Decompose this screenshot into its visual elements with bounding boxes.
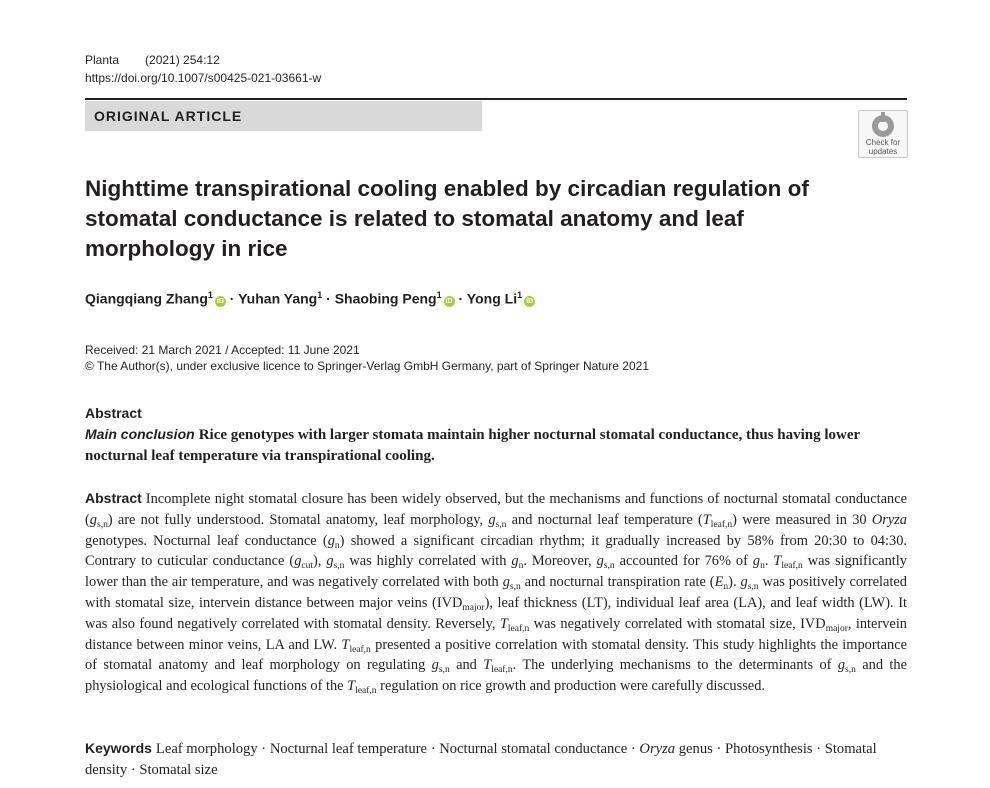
abstract-text-segment: accounted for 76% of [614,553,753,570]
header-rule [85,98,907,100]
abstract-text-segment: ) were measured in 30 [732,511,872,528]
abstract-text [85,491,908,697]
subscript: s,n [495,519,507,530]
author-affiliation: 1 [436,290,442,300]
subscript: s,n [603,561,615,572]
article-type-label: ORIGINAL ARTICLE [94,108,243,124]
abstract-text-segment: presented a positive correlation with stomatal density. This study highlights the importance of stomatal anatomy and leaf morphology on regulating [85,636,908,674]
doi-link[interactable]: https://doi.org/10.1007/s00425-021-03661-w [85,71,322,85]
keyword-separator: · [427,741,440,757]
keywords-list [85,741,877,778]
subscript: major [462,602,485,613]
subscript: leaf,n [710,519,733,530]
author-separator: · [225,290,239,307]
italic-symbol: T [702,511,711,528]
abstract-text-segment: . The underlying mechanisms to the determinants of [512,657,838,674]
author-name[interactable]: Qiangqiang Zhang [85,290,208,307]
italic-symbol: T [483,657,492,674]
abstract-text-segment: and nocturnal leaf temperature ( [506,511,703,528]
subscript: n [760,561,765,572]
subscript: s,n [333,561,345,572]
italic-symbol: g [89,511,97,528]
abstract-text-segment: ). [728,574,741,591]
italic-symbol: g [596,553,604,570]
orcid-icon[interactable]: iD [526,297,534,305]
abstract-text-segment: was highly correlated with [344,553,512,570]
abstract-text-segment: ), leaf thickness (LT), individual leaf area (LA), and leaf width (LW). It was also found negatively correlated with stomatal density. Reversely, [85,594,908,632]
received-accepted-dates: Received: 21 March 2021 / Accepted: 11 June 2021 [85,343,360,357]
check-for-updates-label [859,138,907,156]
italic-symbol: T [773,553,782,570]
author-name[interactable]: Shaobing Peng [334,290,437,307]
keyword-item: Oryza genus [639,741,713,757]
abstract-text-segment: and [449,657,484,674]
keyword-separator: · [812,741,825,757]
abstract-text-segment: and the physiological and ecological functions of the [85,657,907,695]
main-conclusion-text: Rice genotypes with larger stomata maintain higher nocturnal stomatal conductance, thus having lower nocturnal leaf temperature via transpirational cooling. [85,427,860,464]
journal-citation [85,53,220,67]
subscript: n [334,540,340,551]
keyword-item: Stomatal density [85,741,877,778]
main-conclusion-label: Main conclusion [85,426,195,442]
abstract-text-segment: was positively correlated with stomatal size, intervein distance between major veins (IVD [85,574,907,611]
author-affiliation: 1 [207,290,213,300]
keyword-separator: · [627,741,640,757]
subscript: leaf,n [781,561,803,572]
article-title: Nighttime transpirational cooling enabled by circadian regulation of stomatal conductance is related to stomatal anatomy and leaf morphology in rice [85,176,809,261]
author-affiliation: 1 [317,290,323,300]
italic-symbol: g [511,553,519,570]
abstract-heading: Abstract [85,405,142,421]
keyword-item: Leaf morphology [155,741,258,757]
journal-volume: (2021) 254:12 [145,53,220,67]
keyword-item: Photosynthesis [724,741,813,757]
abstract-text-segment: and nocturnal transpiration rate ( [520,574,715,591]
keyword-item: Nocturnal leaf temperature [269,741,428,757]
article-type-banner [85,101,482,131]
subscript: leaf,n [349,644,371,655]
abstract-text-segment: genotypes. Nocturnal leaf conductance ( [85,532,328,549]
italic-symbol: g [431,657,439,674]
orcid-icon[interactable]: iD [216,297,224,305]
keyword-separator: · [257,741,270,757]
italic-symbol: T [499,615,508,632]
keywords [85,738,907,781]
abstract-body-label: Abstract [85,490,142,506]
italic-symbol: g [294,553,302,570]
abstract-text-segment: ), [313,553,327,570]
check-for-updates-icon [872,115,894,137]
orcid-icon[interactable]: iD [445,297,453,305]
subscript: s,n [747,582,759,593]
italic-symbol: g [327,532,335,549]
journal-name: Planta [85,53,120,67]
italic-symbol: Oryza [871,511,908,528]
author-name[interactable]: Yong Li [466,290,518,307]
check-updates-line1: Check for [865,138,901,147]
subscript: s,n [438,665,450,676]
keyword-separator: · [712,741,725,757]
italic-symbol: g [326,553,334,570]
copyright-notice: © The Author(s), under exclusive licence to Springer-Verlag GmbH Germany, part of Springer Nature 2021 [85,359,649,373]
subscript: s,n [845,665,856,676]
italic-symbol: g [752,553,761,570]
italic-symbol: g [740,574,748,591]
author-affiliation: 1 [517,290,523,300]
italic-symbol: g [837,657,846,674]
italic-symbol: g [502,574,510,591]
author-separator: · [454,290,467,307]
subscript: major [825,623,848,634]
subscript: leaf,n [507,623,530,634]
subscript: s,n [509,582,521,593]
keyword-item: Stomatal size [139,762,218,778]
author-list [85,290,535,307]
keyword-item: Nocturnal stomatal conductance [439,741,628,757]
abstract-text-segment: . Moreover, [523,553,597,570]
subscript: leaf,n [355,686,377,697]
italic-symbol: g [488,511,496,528]
main-conclusion [85,424,907,467]
subscript: cut [301,561,313,572]
abstract-text-segment: was significantly lower than the air temperature, and was negatively correlated with both [85,553,907,591]
italic-symbol: T [341,636,350,653]
subscript: leaf,n [491,665,513,676]
keyword-italic: Oryza [639,741,676,757]
author-name[interactable]: Yuhan Yang [238,290,318,307]
author-separator: · [322,290,335,307]
abstract-text-segment: was negatively correlated with stomatal size, IVD [529,615,826,632]
keywords-label: Keywords [85,740,152,756]
keyword-separator: · [127,762,140,778]
abstract-text-segment: ) showed a significant circadian rhythm; it gradually increased by 58% from 20:30 to 04:30. Contrary to cuticular conductance ( [85,532,907,570]
abstract-body [85,488,907,697]
abstract-text-segment: ) are not fully understood. Stomatal anatomy, leaf morphology, [107,511,489,528]
italic-symbol: E [714,574,724,591]
check-updates-line2: updates [868,147,898,156]
italic-symbol: T [347,678,356,695]
abstract-text-segment: , intervein distance between minor veins, LA and LW. [85,615,908,653]
check-for-updates-badge[interactable] [858,110,908,158]
subscript: n [723,582,729,593]
abstract-text-segment: regulation on rice growth and production were carefully discussed. [376,678,765,695]
subscript: n [518,561,524,572]
abstract-text-segment: . [764,553,774,570]
subscript: s,n [97,519,108,530]
abstract-text-segment: Incomplete night stomatal closure has been widely observed, but the mechanisms and functions of nocturnal stomatal conductance ( [85,491,907,528]
